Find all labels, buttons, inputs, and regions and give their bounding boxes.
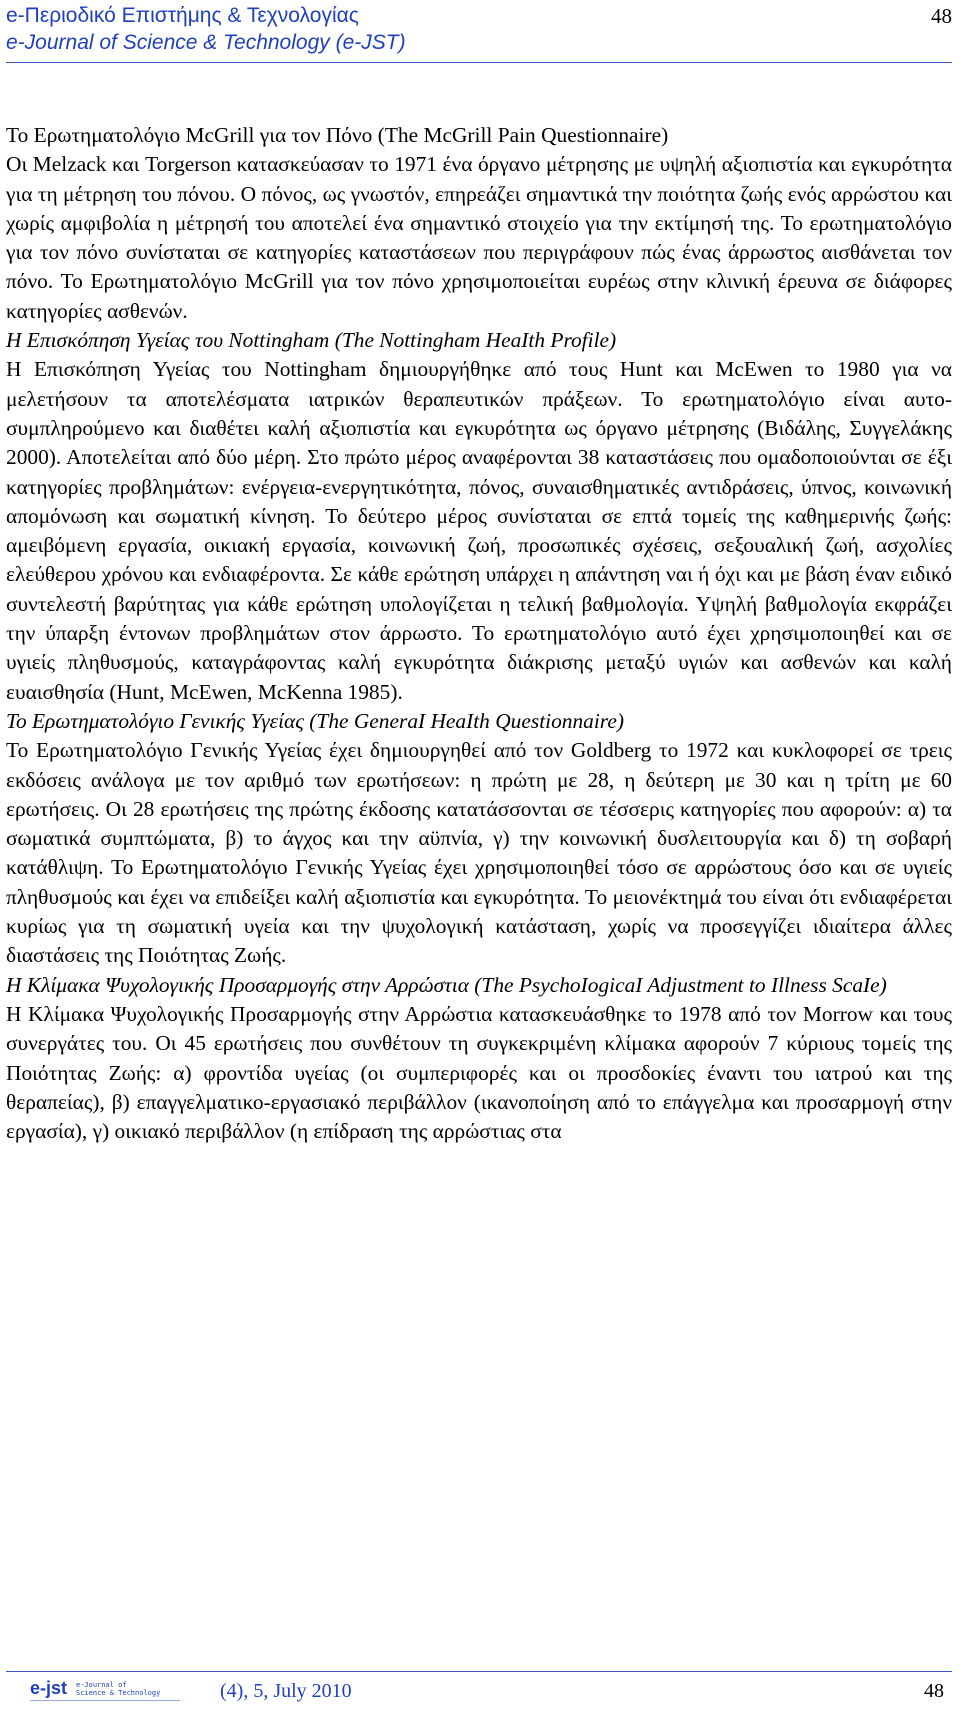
page-header: [6, 2, 952, 62]
journal-title-english: e-Journal of Science & Technology (e-JST): [6, 31, 406, 54]
logo-text: e-jst: [30, 1678, 68, 1698]
journal-title-greek: e-Περιοδικό Επιστήμης & Τεχνολογίας: [6, 4, 359, 27]
section-body-nottingham: Η Επισκόπηση Υγείας του Nottingham δημιουργήθηκε από τους Hunt και McEwen το 1980 για να μελετήσουν τα αποτελέσματα ιατρικών θεραπευτικών πράξεων. Το ερωτηματολόγιο είναι αυτο-συμπληρούμενο και διαθέτει καλή αξιοπιστία και εγκυρότητα ως όργανο μέτρησης (Βιδάλης, Συγγελάκης 2000). Αποτελείται από δύο μέρη. Στο πρώτο μέρος αναφέρονται 38 καταστάσεις που ομαδοποιούνται σε έξι κατηγορίες προβλημάτων: ενέργεια-ενεργητικότητα, πόνος, συναισθηματικές αντιδράσεις, ύπνος, κοινωνική απομόνωση και σωματική κίνηση. Το δεύτερο μέρος συνίσταται σε επτά τομείς της καθημερινής ζωής: αμειβόμενη εργασία, οικιακή εργασία, κοινωνική ζωή, προσωπικές σχέσεις, σεξουαλική ζωή, ασχολίες ελεύθερου χρόνου και ενδιαφέροντα. Σε κάθε ερώτηση υπάρχει η απάντηση ναι ή όχι και με βάση έναν ειδικό συντελεστή βαρύτητας για κάθε ερώτηση υπολογίζεται η τελική βαθμολογία. Υψηλή βαθμολογία εκφράζει την ύπαρξη έντονων προβλημάτων στον άρρωστο. Το ερωτηματολόγιο αυτό έχει χρησιμοποιηθεί και σε υγιείς πληθυσμούς, καταγράφοντας καλή εγκυρότητα διάκρισης μεταξύ υγιών και ασθενών και καλή ευαισθησία (Hunt, McEwen, McKenna 1985).: [6, 357, 952, 704]
section-title-mcgill: Το Ερωτηματολόγιο McGrill για τον Πόνο (The McGrill Pain Questionnaire): [6, 123, 669, 147]
section-body-psychological-adjustment: Η Κλίμακα Ψυχολογικής Προσαρμογής στην Αρρώστια κατασκευάσθηκε το 1978 από τον Morrow και τους συνεργάτες του. Οι 45 ερωτήσεις που συνθέτουν τη συγκεκριμένη κλίμακα αφορούν 7 κύριους τομείς της Ποιότητας Ζωής: α) φροντίδα υγείας (οι συμπεριφορές και οι προσδοκίες έναντι του ιατρού και της θεραπείας), β) επαγγελματικο-εργασιακό περιβάλλον (ικανοποίηση από το επάγγελμα και προσαρμογή στην εργασία), γ) οικιακό περιβάλλον (η επίδραση της αρρώστιας στα: [6, 1001, 952, 1144]
section-title-nottingham: Η Επισκόπηση Υγείας του Nottingham (The Nottingham HeaIth Profile): [6, 328, 617, 353]
logo-subtitle-2: Science & Technology: [76, 1689, 161, 1697]
logo-underline: [30, 1700, 180, 1701]
footer-divider: [6, 1671, 952, 1672]
header-divider: [6, 62, 952, 63]
page-number-bottom: 48: [924, 1680, 944, 1702]
article-body: [6, 121, 952, 1146]
logo-subtitle-1: e-Journal of: [76, 1681, 127, 1689]
section-body-mcgill: Οι Melzack και Torgerson κατασκεύασαν το 1971 ένα όργανο μέτρησης με υψηλή αξιοπιστία και εγκυρότητα για τη μέτρηση του πόνου. Ο πόνος, ως γνωστόν, επηρεάζει σημαντικά την ποιότητα ζωής ενός αρρώστου και χωρίς αμφιβολία η μέτρησή του αποτελεί ένα σημαντικό στοιχείο για την εκτίμησή της. Το ερωτηματολόγιο για τον πόνο συνίσταται σε κατηγορίες καταστάσεων που περιγράφουν πώς ένας άρρωστος αισθάνεται τον πόνο. Το Ερωτηματολόγιο McGrill για τον πόνο χρησιμοποιείται ευρέως στην κλινική έρευνα σε διάφορες κατηγορίες ασθενών.: [6, 152, 952, 323]
issue-info: (4), 5, July 2010: [220, 1680, 352, 1702]
page-number-top: 48: [931, 4, 952, 28]
section-title-psychological-adjustment: Η Κλίμακα Ψυχολογικής Προσαρμογής στην Αρρώστια (The PsychoIogicaI Adjustment to Illness ScaIe): [6, 972, 887, 997]
journal-logo: [30, 1678, 210, 1702]
page-footer: [6, 1678, 952, 1708]
section-title-general-health: Το Ερωτηματολόγιο Γενικής Υγείας (The GeneraI HeaIth Questionnaire): [6, 708, 624, 733]
section-body-general-health: Το Ερωτηματολόγιο Γενικής Υγείας έχει δημιουργηθεί από τον Goldberg το 1972 και κυκλοφορεί σε τρεις εκδόσεις ανάλογα με τον αριθμό των ερωτήσεων: η πρώτη με 28, η δεύτερη με 30 και η τρίτη με 60 ερωτήσεις. Οι 28 ερωτήσεις της πρώτης έκδοσης κατατάσσονται σε τέσσερις κατηγορίες που αφορούν: α) τα σωματικά συμπτώματα, β) το άγχος και την αϋπνία, γ) την κοινωνική δυσλειτουργία και δ) τη σοβαρή κατάθλιψη. Το Ερωτηματολόγιο Γενικής Υγείας έχει χρησιμοποιηθεί τόσο σε αρρώστους όσο και σε υγιείς πληθυσμούς και έχει να επιδείξει καλή αξιοπιστία και εγκυρότητα. Το μειονέκτημά του είναι ότι ενδιαφέρεται κυρίως για τη σωματική υγεία και την ψυχολογική κατάσταση, χωρίς να προσεγγίζει ιδιαίτερα άλλες διαστάσεις της Ποιότητας Ζωής.: [6, 738, 952, 968]
